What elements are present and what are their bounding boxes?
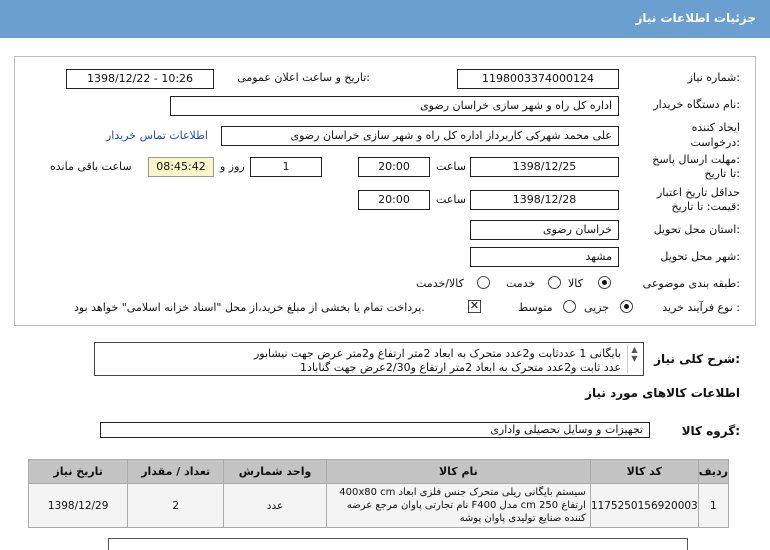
row-code: 1175250156920003 [590,484,698,528]
announce-label: تاریخ و ساعت اعلان عمومی: [237,71,370,84]
category-option-both: کالا/خدمت [416,277,464,290]
goods-table [28,459,729,528]
city-label: شهر محل تحویل: [660,250,740,263]
need-number-label: شماره نیاز: [687,71,740,84]
col-qty: تعداد / مقدار [128,460,224,484]
validity-label-2: قیمت: تا تاریخ: [671,200,740,213]
deadline-label-2: تا تاریخ: [704,167,740,180]
goods-section-title: اطلاعات کالاهای مورد نیاز [585,386,740,400]
row-qty: 2 [128,484,224,528]
buyer-notes-box [108,538,688,550]
description-line-2: 1عدد ثابت و2عدد متحرک به ابعاد 2متر ارتفاع و2/30عرض جهت گناباد [300,361,621,374]
row-unit: عدد [224,484,327,528]
creator-field: علی محمد شهرکی کاربرداز اداره کل راه و شهر سازی خراسان رضوی [221,126,619,146]
validity-label: حداقل تاریخ اعتبار [656,186,740,199]
treasury-payment-note: پرداخت تمام یا بخشی از مبلغ خرید،از محل "اسناد خزانه اسلامی" خواهد بود. [74,301,425,314]
deadline-date-field: 1398/12/25 [470,157,619,177]
province-label: استان محل تحویل: [653,223,740,236]
col-name: نام کالا [326,460,590,484]
goods-group-field: تجهیزات و وسایل تحصیلی واداری [100,422,650,438]
category-label: طبقه بندی موضوعی: [642,277,740,290]
process-radio-medium[interactable] [563,300,576,313]
description-scrollbar[interactable]: ▲ ▼ [627,345,641,373]
announce-field: 1398/12/22 - 10:26 [66,69,214,89]
category-radio-goods[interactable] [598,276,611,289]
table-row [29,484,729,528]
category-option-service: خدمت [506,277,536,290]
remaining-label: ساعت باقی مانده [50,160,132,173]
category-radio-service[interactable] [548,276,561,289]
deadline-time-label: ساعت [436,160,466,173]
title-bar [0,0,770,38]
col-unit: واحد شمارش [224,460,327,484]
goods-group-label: گروه کالا: [681,424,740,438]
col-code: کد کالا [590,460,698,484]
buyer-contact-link[interactable]: اطلاعات تماس خریدار [106,129,208,142]
process-option-medium: متوسط [518,301,553,314]
province-field: خراسان رضوی [470,220,619,240]
deadline-label: مهلت ارسال پاسخ: [652,153,740,166]
process-option-minor: جزیی [584,301,610,314]
treasury-payment-checkbox[interactable]: ✕ [469,299,480,312]
validity-date-field: 1398/12/28 [470,190,619,210]
remaining-time-field: 08:45:42 [148,157,214,177]
creator-label-2: درخواست: [690,136,740,149]
deadline-time-field: 20:00 [358,157,430,177]
description-label: شرح کلی نیاز: [654,352,740,366]
description-line-1: بایگانی 1 عددثابت و2عدد متحرک به ابعاد 2متر ارتفاع و2متر عرض جهت نیشابور [253,347,621,360]
process-radio-minor[interactable] [620,300,633,313]
need-number-field: 1198003374000124 [457,69,619,89]
description-textarea[interactable] [94,342,644,376]
col-index: ردیف [698,460,728,484]
days-label: روز و [220,160,245,173]
category-option-goods: کالا [568,277,583,290]
validity-time-field: 20:00 [358,190,430,210]
buyer-field: اداره کل راه و شهر سازی خراسان رضوی [170,96,619,116]
city-field: مشهد [470,247,619,267]
creator-label: ایجاد کننده [691,121,740,134]
row-date: 1398/12/29 [29,484,128,528]
row-name: سیستم بایگانی ریلی متحرک جنس فلزی ابعاد 400x80 cm ارتفاع 250 cm مدل F400 نام تجارتی پاوان مرجع عرضه کننده صنایع تولیدی پاوان پوشه [326,484,590,528]
days-field: 1 [250,157,322,177]
validity-time-label: ساعت [436,193,466,206]
page-title: جزئیات اطلاعات نیاز [635,11,756,25]
col-date: تاریخ نیاز [29,460,128,484]
process-label: نوع فرآیند خرید : [662,301,740,314]
row-index: 1 [698,484,728,528]
goods-table-header [29,460,729,484]
category-radio-both[interactable] [477,276,490,289]
buyer-label: نام دستگاه خریدار: [653,98,740,111]
